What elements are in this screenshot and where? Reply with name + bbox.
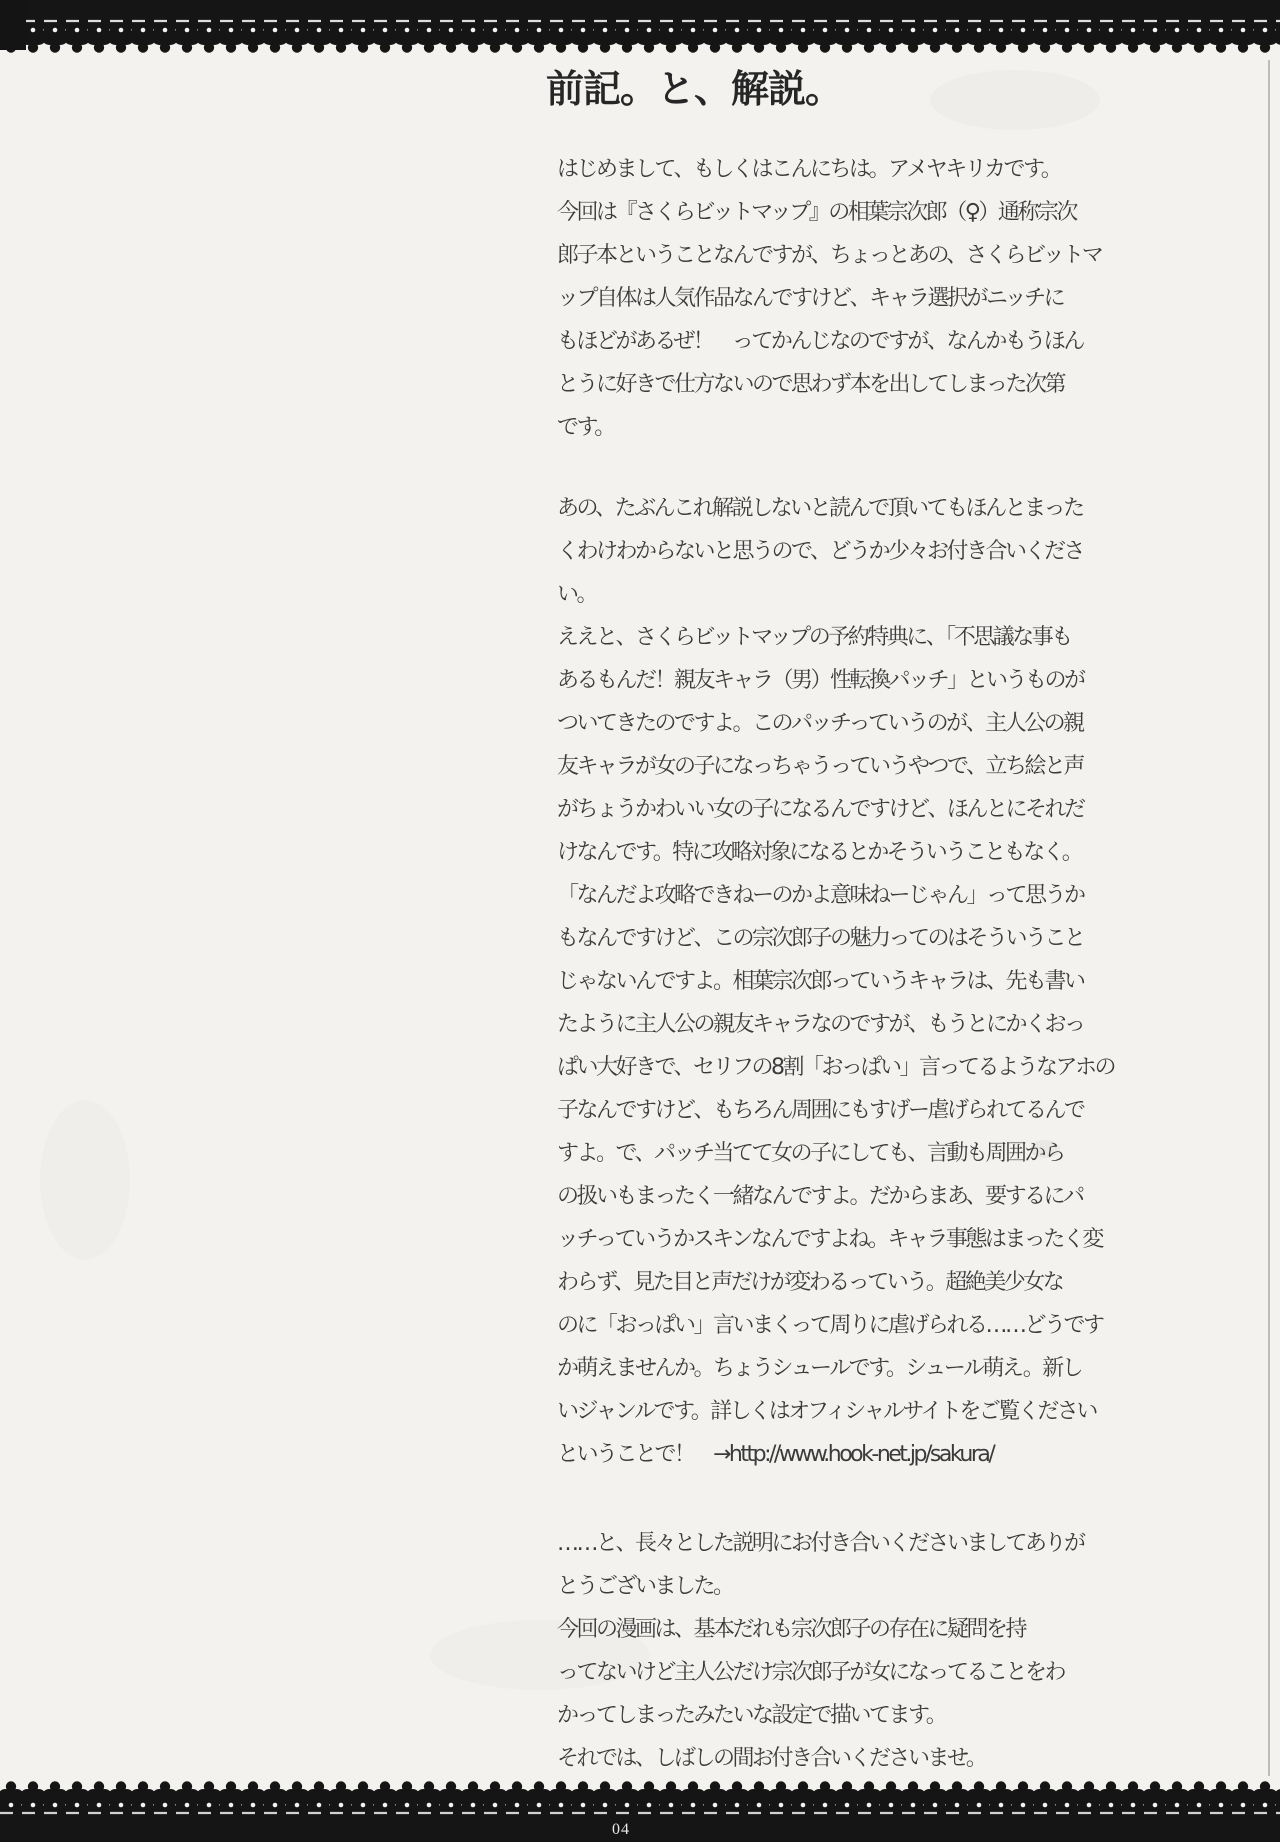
text-line: か萌えませんか。ちょうシュールです。シュール萌え。新し — [557, 1356, 1082, 1381]
paragraph-closing — [557, 1522, 1084, 1780]
text-line: い。 — [557, 582, 597, 607]
text-line: ……と、長々とした説明にお付き合いくださいましてありが — [557, 1531, 1084, 1556]
text-line: 友キャラが女の子になっちゃうっていうやつで、立ち絵と声 — [557, 754, 1084, 779]
text-line: ついてきたのですよ。このパッチっていうのが、主人公の親 — [557, 711, 1083, 736]
text-line: あの、たぶんこれ解説しないと読んで頂いてもほんとまった — [557, 496, 1083, 521]
scan-corner-blot — [0, 0, 26, 50]
text-line: とうございました。 — [557, 1574, 733, 1599]
scan-smudge — [930, 70, 1100, 130]
page-edge-scan-line — [1268, 60, 1270, 1776]
text-line: けなんです。特に攻略対象になるとかそういうこともなく。 — [557, 840, 1082, 865]
paragraph-explanation — [557, 487, 1115, 1476]
text-line: ええと、さくらビットマップの予約特典に、「不思議な事も — [557, 625, 1071, 650]
text-line: はじめまして、もしくはこんにちは。アメヤキリカです。 — [557, 157, 1061, 182]
text-line: とうに好きで仕方ないので思わず本を出してしまった次第 — [557, 372, 1065, 397]
text-line: ップ自体は人気作品なんですけど、キャラ選択がニッチに — [557, 286, 1064, 311]
text-line: 今回の漫画は、基本だれも宗次郎子の存在に疑問を持 — [557, 1617, 1026, 1642]
text-line: ってないけど主人公だけ宗次郎子が女になってることをわ — [557, 1660, 1065, 1685]
text-line: それでは、しばしの間お付き合いくださいませ。 — [557, 1746, 986, 1771]
text-line: あるもんだ！親友キャラ（男）性転換パッチ」というものが — [557, 668, 1084, 693]
text-line: ということで！ →http://www.hook-net.jp/sakura/ — [557, 1442, 994, 1467]
text-line: ッチっていうかスキンなんですよね。キャラ事態はまったく変 — [557, 1227, 1102, 1252]
lace-border-bottom — [0, 1778, 1280, 1842]
text-line: がちょうかわいい女の子になるんですけど、ほんとにそれだ — [557, 797, 1084, 822]
text-line: の扱いもまったく一緒なんですよ。だからまあ、要するにパ — [557, 1184, 1083, 1209]
text-line: 子なんですけど、もちろん周囲にもすげー虐げられてるんで — [557, 1098, 1084, 1123]
text-line: すよ。で、パッチ当てて女の子にしても、言動も周囲から — [557, 1141, 1064, 1166]
text-line: ぱい大好きで、セリフの8割「おっぱい」言ってるようなアホの — [557, 1055, 1115, 1080]
text-line: くわけわからないと思うので、どうか少々お付き合いくださ — [557, 539, 1084, 564]
text-line: かってしまったみたいな設定で描いてます。 — [557, 1703, 946, 1728]
scan-smudge — [40, 1100, 130, 1260]
text-line: 今回は『さくらビットマップ』の相葉宗次郎（♀）通称宗次 — [557, 200, 1076, 225]
lace-border-top — [0, 0, 1280, 58]
text-line: たように主人公の親友キャラなのですが、もうとにかくおっ — [557, 1012, 1084, 1037]
paragraph-intro — [557, 148, 1102, 449]
text-line: もほどがあるぜ！ ってかんじなのですが、なんかもうほん — [557, 329, 1083, 354]
page-title: 前記。と、解説。 — [546, 67, 843, 111]
text-line: です。 — [557, 415, 614, 440]
text-line: のに「おっぱい」言いまくって周りに虐げられる……どうです — [557, 1313, 1103, 1338]
text-line: いジャンルです。詳しくはオフィシャルサイトをご覧ください — [557, 1399, 1096, 1424]
text-line: もなんですけど、この宗次郎子の魅力ってのはそういうこと — [557, 926, 1084, 951]
text-line: 「なんだよ攻略できねーのかよ意味ねーじゃん」って思うか — [557, 883, 1084, 908]
text-line: じゃないんですよ。相葉宗次郎っていうキャラは、先も書い — [557, 969, 1084, 994]
text-line: わらず、見た目と声だけが変わるっていう。超絶美少女な — [557, 1270, 1063, 1295]
page-number: 04 — [612, 1821, 630, 1838]
text-line: 郎子本ということなんですが、ちょっとあの、さくらビットマ — [557, 243, 1102, 268]
